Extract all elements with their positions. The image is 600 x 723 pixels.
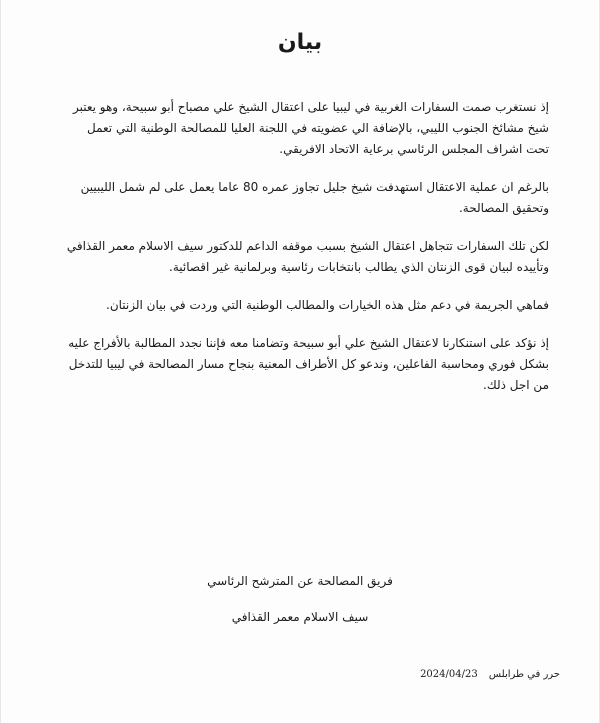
paragraph-1: إذ نستغرب صمت السفارات الغربية في ليبيا على اعتقال الشيخ علي مصباح أبو سبيحة، وهو يعتبر شيخ مشائخ الجنوب الليبي، بالإضافة الي عضويته في اللجنة العليا للمصالحة الوطنية التي تعمل تحت اشراف المجلس الرئاسي برعاية الاتحاد الافريقي. [72,100,549,156]
paragraph-2: بالرغم ان عملية الاعتقال استهدفت شيخ جليل تجاوز عمره 80 عاما يعمل على لم شمل الليبيين وتحقيق المصالحة. [80,180,549,215]
issue-date: 2024/04/23 [420,669,478,680]
issue-place: حرر في طرابلس [488,669,560,680]
issue-footer [360,669,560,680]
paragraph-3: لكن تلك السفارات تتجاهل اعتقال الشيخ بسبب موقفه الداعم للدكتور سيف الاسلام معمر القذافي وتأييده لبيان قوى الزنتان الذي يطالب بانتخابات رئاسية وبرلمانية غير اقصائية. [66,239,549,274]
document-title: بيان [277,30,323,55]
signature-block [200,574,400,646]
paragraph-5: إذ نؤكد على استنكارنا لاعتقال الشيخ علي أبو سبيحة وتضامنا معه فإننا نجدد المطالبة بالأفراج عليه بشكل فوري ومحاسبة الفاعلين، وندعو كل الأطراف المعنية بنجاح مسار المصالحة في ليبيا للتدخل من اجل ذلك. [68,336,549,392]
paragraph-4: فماهي الجريمة في دعم مثل هذه الخيارات والمطالب الوطنية التي وردت في بيان الزنتان. [106,298,549,312]
signature-team: فريق المصالحة عن المترشح الرئاسي [207,574,393,588]
statement-body [64,97,549,413]
signature-name: سيف الاسلام معمر القذافي [231,610,369,624]
